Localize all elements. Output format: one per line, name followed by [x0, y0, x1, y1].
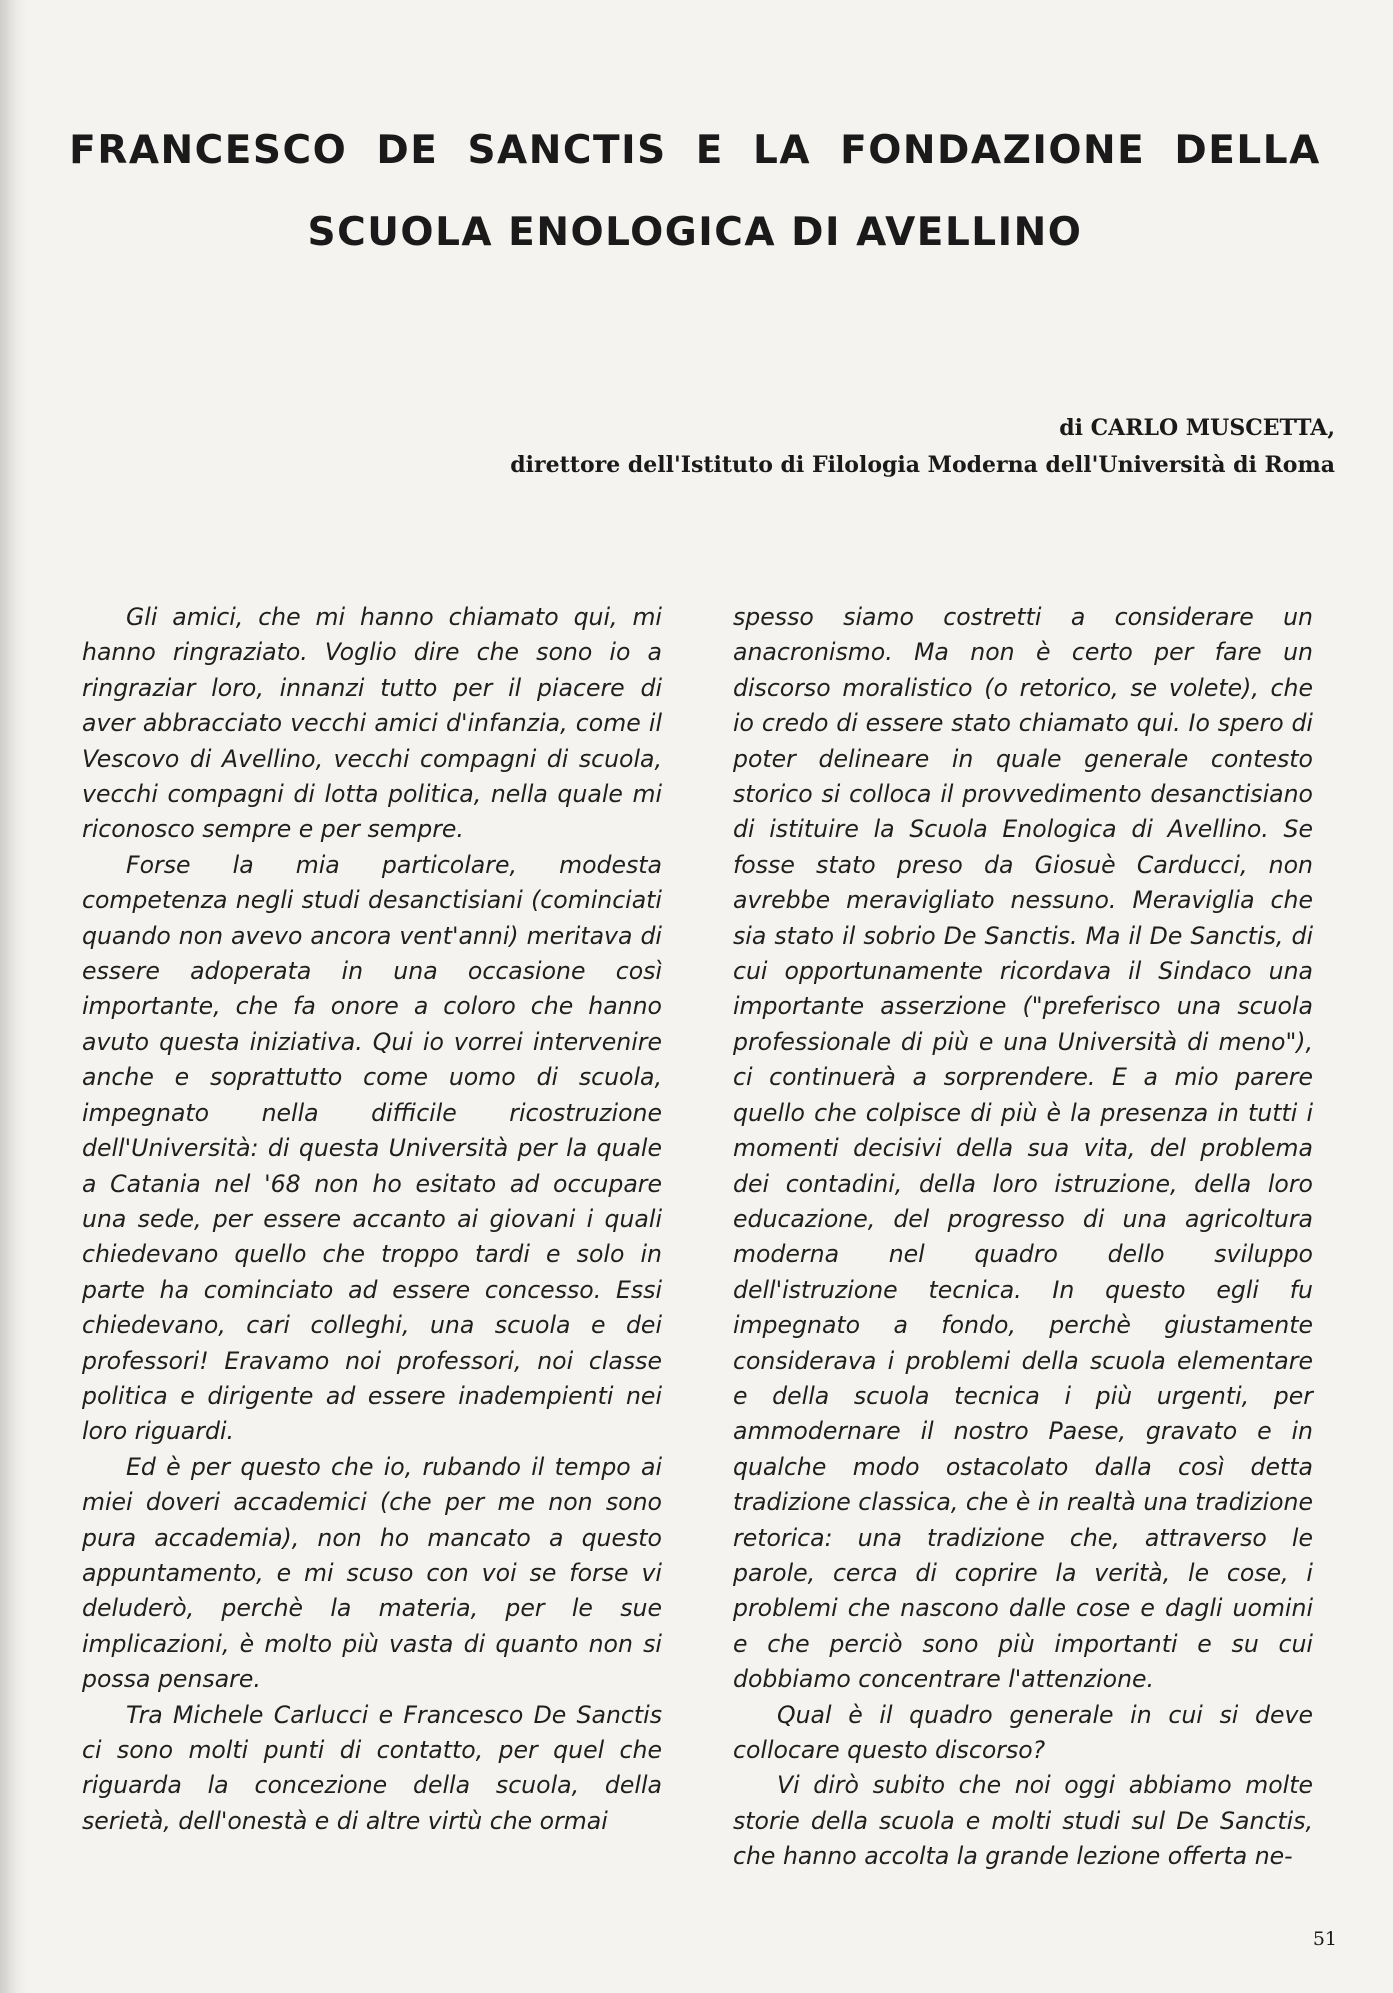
- paragraph-continued: spesso siamo costretti a considerare un anacronismo. Ma non è certo per fare un discorso moralistico (o retorico, se volete), che io credo di essere stato chiamato qui. Io spero di poter delineare in quale generale contesto storico si colloca il provvedimento desanctisiano di istituire la Scuola Enologica di Avellino. Se fosse stato preso da Giosuè Carducci, non avrebbe meravigliato nessuno. Meraviglia che sia stato il sobrio De Sanctis. Ma il De Sanctis, di cui opportunamente ricordava il Sindaco una importante asserzione ("preferisco una scuola professionale di più e una Università di meno"), ci continuerà a sorprendere. E a mio parere quello che colpisce di più è la presenza in tutti i momenti decisivi della sua vita, del problema dei contadini, della loro istruzione, della loro educazione, del progresso di una agricoltura moderna nel quadro dello sviluppo dell'istruzione tecnica. In questo egli fu impegnato a fondo, perchè giustamente considerava i problemi della scuola elementare e della scuola tecnica i più urgenti, per ammodernare il nostro Paese, gravato e in qualche modo ostacolato dalla così detta tradizione classica, che è in realtà una tradizione retorica: una tradizione che, attraverso le parole, cerca di coprire la verità, le cose, i problemi che nascono dalle cose e dagli uomini e che perciò sono più importanti e su cui dobbiamo concentrare l'attenzione.: [733, 603, 1313, 1694]
- paragraph: Tra Michele Carlucci e Francesco De Sanctis ci sono molti punti di contatto, per quel che riguarda la concezione della scuola, della serietà, dell'onestà e di altre virtù che ormai: [82, 1700, 662, 1835]
- paragraph: Vi dirò subito che noi oggi abbiamo molte storie della scuola e molti studi sul De Sanctis, che hanno accolta la grande lezione offerta ne-: [733, 1771, 1313, 1871]
- page-edge-shadow: [0, 0, 28, 1993]
- paragraph: Qual è il quadro generale in cui si deve collocare questo discorso?: [733, 1700, 1313, 1764]
- paragraph: Gli amici, che mi hanno chiamato qui, mi hanno ringraziato. Voglio dire che sono io a ringraziar loro, innanzi tutto per il piacere di aver abbracciato vecchi amici d'infanzia, come il Vescovo di Avellino, vecchi compagni di scuola, vecchi compagni di lotta politica, nella quale mi riconosco sempre e per sempre.: [82, 603, 662, 844]
- right-text-column: [733, 600, 1313, 1875]
- left-text-column: [82, 600, 662, 1839]
- article-title-line-1: FRANCESCO DE SANCTIS E LA FONDAZIONE DELLA: [69, 128, 1321, 173]
- page-number: 51: [1312, 1928, 1337, 1950]
- article-title-line-2: SCUOLA ENOLOGICA DI AVELLINO: [307, 210, 1083, 255]
- paragraph: Forse la mia particolare, modesta competenza negli studi desanctisiani (cominciati quando non avevo ancora vent'anni) meritava di essere adoperata in una occasione così importante, che fa onore a coloro che hanno avuto questa iniziativa. Qui io vorrei intervenire anche e soprattutto come uomo di scuola, impegnato nella difficile ricostruzione dell'Università: di questa Università per la quale a Catania nel '68 non ho esitato ad occupare una sede, per essere accanto ai giovani i quali chiedevano quello che troppo tardi e solo in parte ha cominciato ad essere concesso. Essi chiedevano, cari colleghi, una scuola e dei professori! Eravamo noi professori, noi classe politica e dirigente ad essere inadempienti nei loro riguardi.: [82, 850, 662, 1446]
- paragraph: Ed è per questo che io, rubando il tempo ai miei doveri accademici (che per me non sono pura accademia), non ho mancato a questo appuntamento, e mi scuso con voi se forse vi deluderò, perchè la materia, per le sue implicazioni, è molto più vasta di quanto non si possa pensare.: [82, 1452, 662, 1694]
- author-affiliation: direttore dell'Istituto di Filologia Moderna dell'Università di Roma: [510, 452, 1335, 478]
- author-name: di CARLO MUSCETTA,: [1059, 415, 1335, 441]
